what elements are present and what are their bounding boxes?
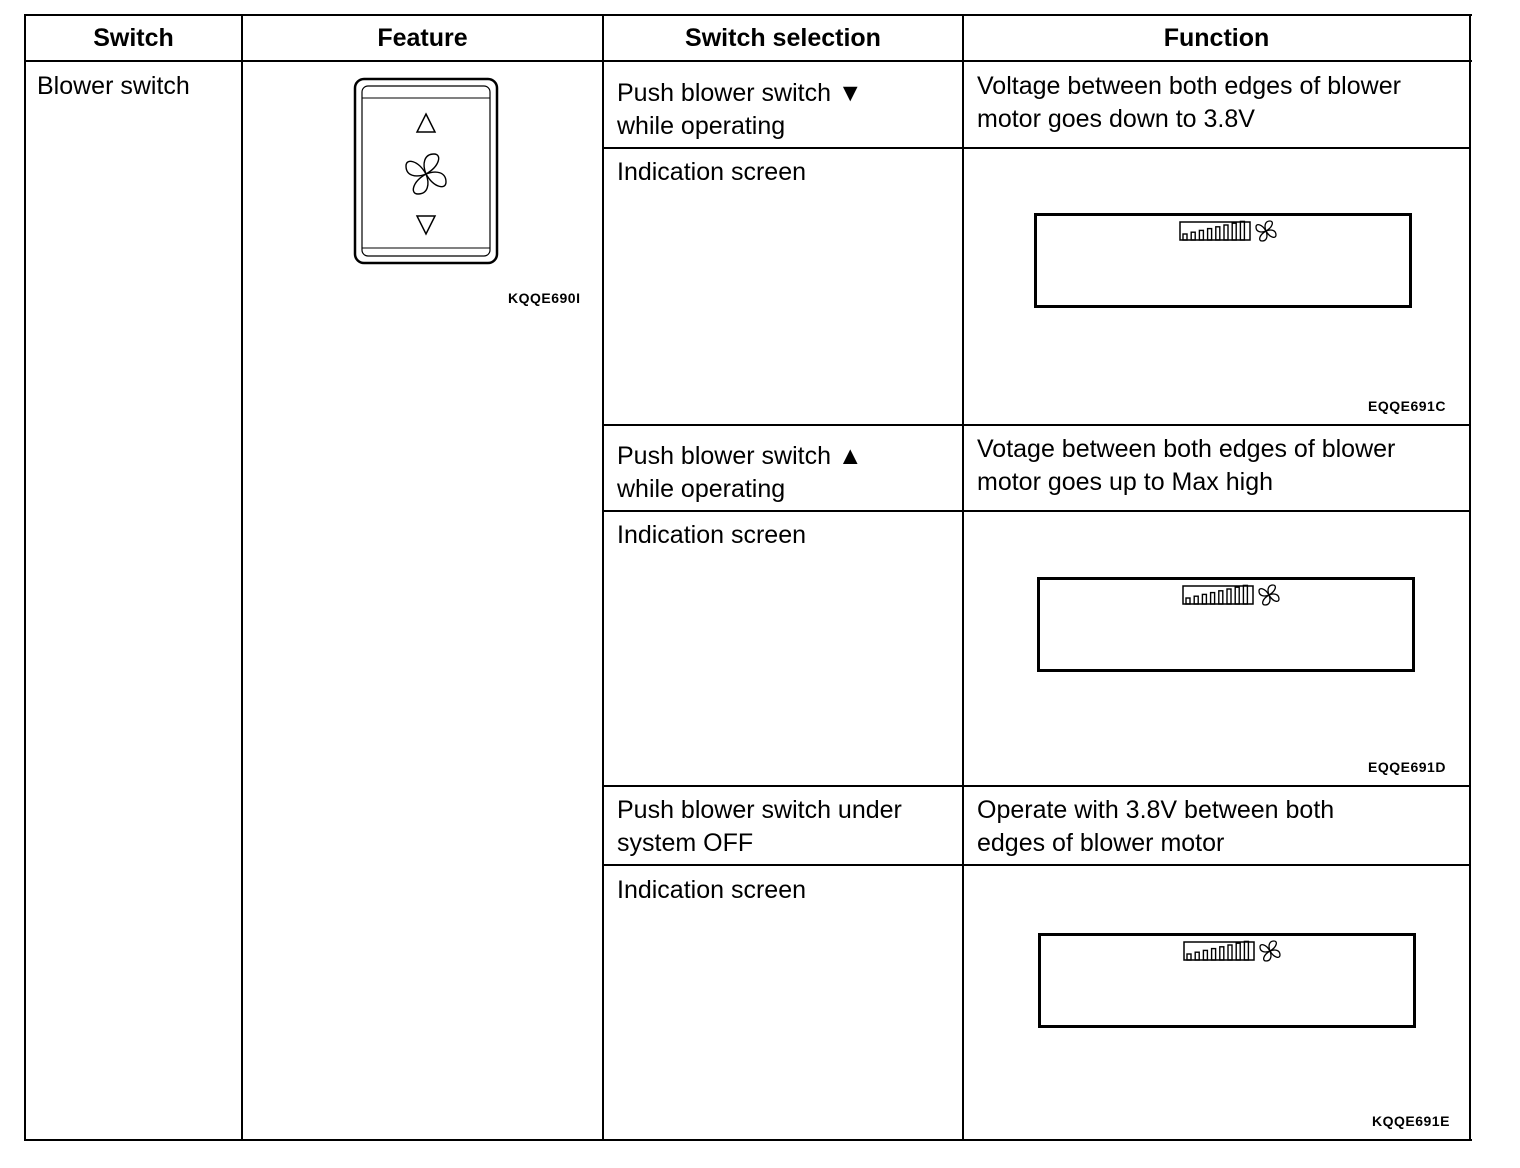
fan-icon: [1260, 941, 1280, 961]
table-border-right: [1469, 14, 1471, 1141]
level-bar-segment: [1194, 596, 1198, 604]
level-bar-segment: [1228, 945, 1232, 960]
level-bar-segment: [1244, 941, 1248, 960]
indication-label-3: Indication screen: [617, 876, 807, 904]
level-bar-segment: [1235, 587, 1239, 604]
level-bar-segment: [1232, 223, 1236, 240]
level-bar-segment: [1195, 952, 1199, 960]
level-bar-segment: [1183, 234, 1187, 240]
level-bar-segment: [1212, 949, 1216, 960]
column-divider-2: [602, 14, 604, 1141]
column-divider-3: [962, 14, 964, 1141]
level-bar-segment: [1220, 947, 1224, 960]
level-bar-segment: [1202, 594, 1206, 604]
function-system-off: Operate with 3.8V between both edges of blower motor: [977, 796, 1335, 857]
figure-code-2: EQQE691D: [1368, 759, 1446, 775]
fan-icon: [1256, 221, 1276, 241]
row-divider: [602, 785, 1471, 787]
function-push-up: Votage between both edges of blower motor goes up to Max high: [977, 435, 1396, 496]
indication-label-1: Indication screen: [617, 158, 807, 186]
blower-level-bar-icon: [1181, 580, 1281, 608]
level-bar-segment: [1203, 950, 1207, 960]
blower-level-bar-icon: [1182, 936, 1282, 964]
indication-label-2: Indication screen: [617, 521, 807, 549]
header-feature: Feature: [377, 24, 468, 52]
function-push-down: Voltage between both edges of blower motor goes down to 3.8V: [977, 72, 1401, 133]
level-bar-segment: [1243, 585, 1247, 604]
level-bar-segment: [1216, 227, 1220, 240]
table-border-left: [24, 14, 26, 1141]
header-switch: Switch: [93, 24, 174, 52]
row-divider: [602, 864, 1471, 866]
level-bar-segment: [1219, 591, 1223, 604]
row-divider: [602, 147, 1471, 149]
level-bar-segment: [1227, 589, 1231, 604]
feature-figure-code: KQQE690I: [508, 290, 581, 306]
blower-level-bar-icon: [1178, 216, 1278, 244]
fan-icon: [1259, 585, 1279, 605]
level-bar-segment: [1211, 593, 1215, 604]
selection-system-off: Push blower switch under system OFF: [617, 796, 902, 857]
selection-push-up: Push blower switch ▲ while operating: [617, 442, 863, 503]
level-bar-segment: [1240, 221, 1244, 240]
switch-name: Blower switch: [37, 72, 190, 100]
blower-switch-illustration: [352, 76, 502, 268]
level-bar-segment: [1224, 225, 1228, 240]
selection-push-down: Push blower switch ▼ while operating: [617, 79, 863, 140]
level-bar-segment: [1208, 229, 1212, 240]
row-divider: [602, 510, 1471, 512]
level-bar-segment: [1191, 232, 1195, 240]
header-function: Function: [1163, 24, 1270, 52]
level-bar-segment: [1187, 954, 1191, 960]
level-bar-segment: [1236, 943, 1240, 960]
figure-code-3: KQQE691E: [1372, 1113, 1450, 1129]
figure-code-1: EQQE691C: [1368, 398, 1446, 414]
column-divider-1: [241, 14, 243, 1141]
level-bar-segment: [1199, 230, 1203, 240]
header-switch-selection: Switch selection: [685, 24, 881, 52]
row-divider: [602, 424, 1471, 426]
level-bar-segment: [1186, 598, 1190, 604]
